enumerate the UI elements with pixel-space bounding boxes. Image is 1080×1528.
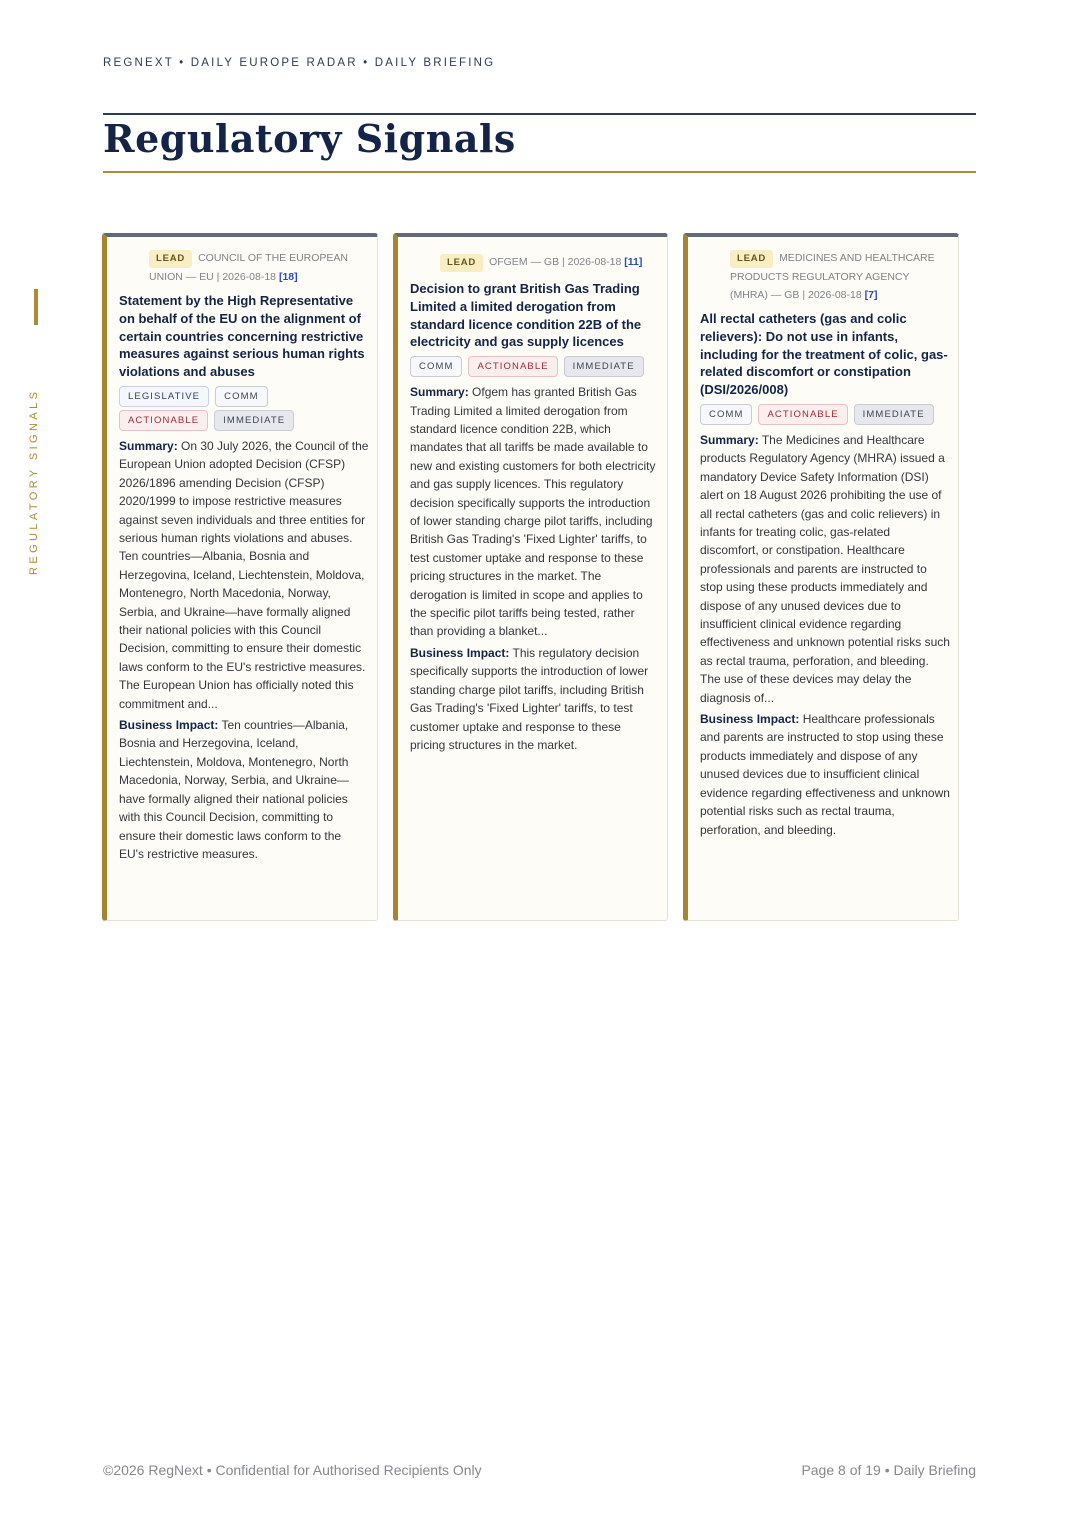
tag-actionable: ACTIONABLE	[119, 410, 208, 431]
card-business-impact	[700, 710, 950, 839]
title-block	[103, 113, 976, 173]
signal-card	[102, 233, 378, 921]
card-title: Statement by the High Representative on behalf of the EU on the alignment of certain countries concerning restrictive measures against serious human rights violations and abuses	[119, 293, 365, 380]
summary-text: On 30 July 2026, the Council of the European Union adopted Decision (CFSP) 2026/1896 amending Decision (CFSP) 2020/1999 to impose restrictive measures against seven individuals and three entities for serious human rights violations and abuses. Ten countries—Albania, Bosnia and Herzegovina, Iceland, Liechtenstein, Moldova, Montenegro, North Macedonia, Norway, Serbia, and Ukraine—have formally aligned their national policies with this Council Decision, committing to ensure their domestic laws conform to the EU's restrictive measures. The European Union has officially noted this commitment and...	[119, 438, 369, 711]
lead-badge: LEAD	[440, 254, 483, 272]
card-business-impact	[119, 716, 369, 863]
tag-actionable: ACTIONABLE	[468, 356, 557, 377]
card-summary	[119, 437, 369, 713]
footer-copyright: ©2026 RegNext • Confidential for Authorised Recipients Only	[103, 1462, 482, 1478]
reference-link[interactable]: [11]	[624, 256, 643, 268]
impact-text: Healthcare professionals and parents are instructed to stop using these products immediately and dispose of any unused devices due to insufficient clinical evidence regarding effectiveness and unknown potential risks such as rectal trauma, perforation, and bleeding.	[700, 712, 950, 837]
card-meta	[119, 249, 369, 286]
page-title: Regulatory Signals	[103, 116, 516, 161]
card-meta	[410, 253, 659, 272]
summary-label: Summary:	[410, 385, 469, 400]
side-accent-bar	[34, 289, 38, 325]
tag-actionable: ACTIONABLE	[758, 404, 847, 425]
impact-label: Business Impact:	[410, 645, 510, 660]
card-meta	[700, 249, 950, 304]
tag-list	[410, 356, 659, 380]
tag-list	[700, 404, 950, 428]
tag-comm: COMM	[700, 404, 752, 425]
card-title: All rectal catheters (gas and colic relievers): Do not use in infants, including for the treatment of colic, gas-related discomfort or constipation (DSI/2026/008)	[700, 311, 948, 398]
card-source: COUNCIL OF THE EUROPEAN UNION — EU | 2026-08-18	[149, 252, 349, 283]
tag-immediate: IMMEDIATE	[564, 356, 644, 377]
card-summary	[700, 431, 950, 707]
signal-card	[393, 233, 668, 921]
tag-list	[119, 386, 369, 434]
card-source: MEDICINES AND HEALTHCARE PRODUCTS REGULATORY AGENCY (MHRA) — GB | 2026-08-18	[730, 252, 935, 301]
reference-link[interactable]: [7]	[864, 289, 878, 301]
card-title: Decision to grant British Gas Trading Limited a limited derogation from standard licence condition 22B of the electricity and gas supply licences	[410, 281, 642, 350]
summary-text: Ofgem has granted British Gas Trading Limited a limited derogation from standard licence condition 22B, which mandates that all tariffs be made available to new and existing customers for both electricity and gas supply licences. This regulatory decision specifically supports the introduction of lower standing charge pilot tariffs, including British Gas Trading's 'Fixed Lighter' tariffs, to test customer uptake and response to these pricing structures in the market. The derogation is limited in scope and applies to the specific pilot tariffs being tested, rather than providing a blanket...	[410, 385, 656, 639]
summary-label: Summary:	[700, 432, 759, 447]
lead-badge: LEAD	[149, 250, 192, 268]
tag-legislative: LEGISLATIVE	[119, 386, 209, 407]
impact-label: Business Impact:	[700, 712, 800, 727]
lead-badge: LEAD	[730, 250, 773, 268]
signal-card	[683, 233, 959, 921]
card-source: OFGEM — GB | 2026-08-18	[489, 256, 622, 268]
impact-text: This regulatory decision specifically supports the introduction of lower standing charge pilot tariffs, including British Gas Trading's 'Fixed Lighter' tariffs, to test customer uptake and response to these pricing structures in the market.	[410, 645, 649, 752]
running-head: REGNEXT • DAILY EUROPE RADAR • DAILY BRIEFING	[103, 57, 496, 69]
reference-link[interactable]: [18]	[278, 271, 298, 283]
impact-text: Ten countries—Albania, Bosnia and Herzegovina, Iceland, Liechtenstein, Moldova, Montenegro, North Macedonia, Norway, Serbia, and Ukraine—have formally aligned their national policies with this Council Decision, committing to ensure their domestic laws conform to the EU's restrictive measures.	[119, 718, 349, 861]
summary-text: The Medicines and Healthcare products Regulatory Agency (MHRA) issued a mandatory Device Safety Information (DSI) alert on 18 August 2026 prohibiting the use of all rectal catheters (gas and colic relievers) in infants for treating colic, gas-related discomfort, or constipation. Healthcare professionals and parents are instructed to stop using these products immediately and dispose of any unused devices due to insufficient clinical evidence regarding effectiveness and unknown potential risks such as rectal trauma, perforation, and bleeding. The use of these devices may delay the diagnosis of...	[700, 432, 950, 705]
card-business-impact	[410, 644, 659, 754]
tag-immediate: IMMEDIATE	[214, 410, 294, 431]
tag-comm: COMM	[215, 386, 267, 407]
tag-immediate: IMMEDIATE	[854, 404, 934, 425]
footer-page-number: Page 8 of 19 • Daily Briefing	[801, 1462, 976, 1478]
card-summary	[410, 383, 659, 641]
tag-comm: COMM	[410, 356, 462, 377]
impact-label: Business Impact:	[119, 718, 219, 733]
side-section-label: REGULATORY SIGNALS	[28, 388, 40, 575]
summary-label: Summary:	[119, 438, 178, 453]
